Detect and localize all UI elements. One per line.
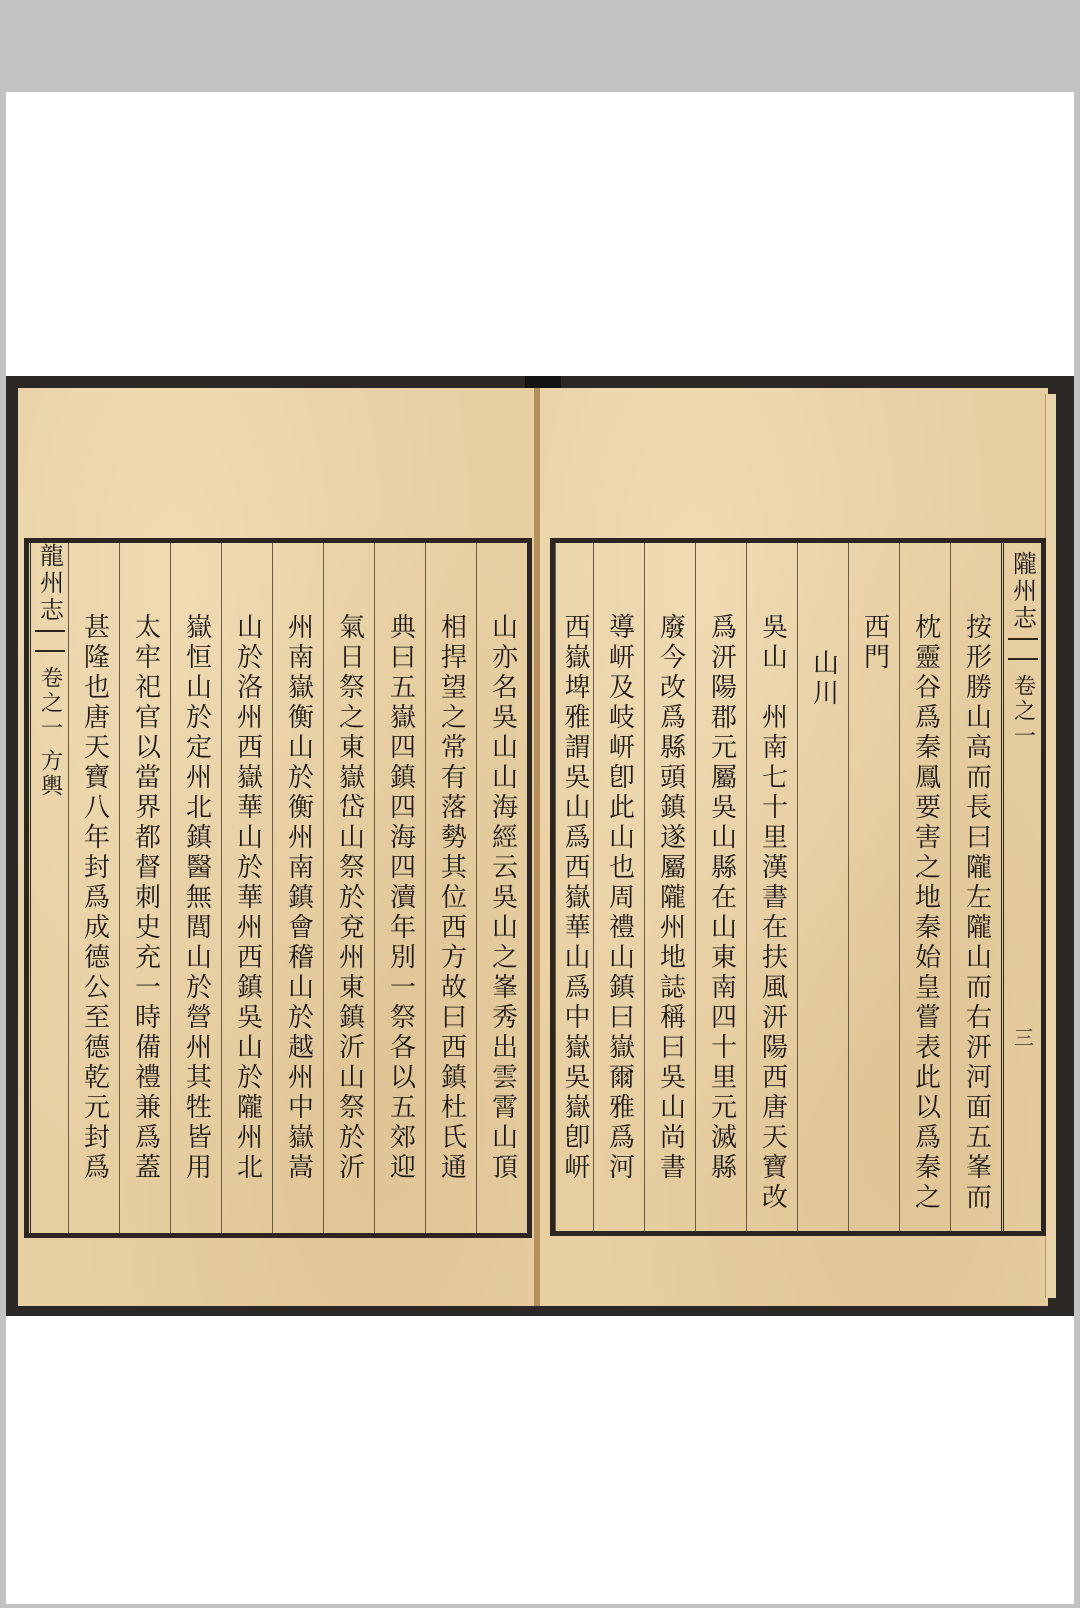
text-column: 相捍望之常有落勢其位西方故曰西鎮杜氏通 (436, 613, 467, 1183)
right-col-6 (695, 543, 746, 1231)
text-column: 甚隆也唐天寶八年封爲成德公至德乾元封爲 (79, 613, 110, 1183)
viewer-bottom-border (0, 1604, 1080, 1608)
right-col-3 (848, 543, 899, 1231)
right-col-5 (746, 543, 797, 1231)
right-col-7 (644, 543, 695, 1231)
left-col-4 (323, 543, 374, 1233)
fold-column-right (1001, 543, 1041, 1231)
right-col-1 (950, 543, 1001, 1231)
left-page-frame (24, 538, 532, 1238)
left-col-7 (170, 543, 221, 1233)
left-col-8 (119, 543, 170, 1233)
right-page (540, 388, 1048, 1306)
left-col-6 (221, 543, 272, 1233)
right-col-4 (797, 543, 848, 1231)
right-page-frame (550, 538, 1046, 1236)
left-col-2 (425, 543, 476, 1233)
page-number: 三 (1010, 1027, 1035, 1050)
binding-mark (525, 376, 561, 388)
text-column: 廢今改爲縣頭鎮遂屬隴州地誌稱曰吳山尚書 (655, 613, 686, 1183)
book-scan (6, 376, 1074, 1316)
fold-title: 龍州志 (35, 543, 64, 624)
fold-section: 方輿 (37, 749, 63, 799)
left-col-5 (272, 543, 323, 1233)
left-col-3 (374, 543, 425, 1233)
right-col-9 (555, 543, 593, 1231)
text-column: 吳山 州南七十里漢書在扶風汧陽西唐天寶改 (757, 613, 788, 1213)
page-stack-edge (1045, 394, 1056, 1298)
text-column: 太牢祀官以當界都督刺史充一時備禮兼爲蓋 (130, 613, 161, 1183)
fish-tail-mark (1008, 638, 1038, 660)
right-col-8 (593, 543, 644, 1231)
viewer-top-bar (0, 0, 1080, 92)
fold-column (28, 543, 68, 1233)
left-col-9 (68, 543, 119, 1233)
text-column: 導岍及岐岍卽此山也周禮山鎮曰嶽爾雅爲河 (604, 613, 635, 1183)
left-col-1 (476, 543, 527, 1233)
text-column: 山亦名吳山山海經云吳山之峯秀出雲霄山頂 (487, 613, 518, 1183)
section-heading: 山川 (808, 649, 839, 709)
text-column: 西嶽埤雅謂吳山爲西嶽華山爲中嶽吳嶽卽岍 (560, 613, 590, 1183)
document-canvas (6, 92, 1074, 1604)
text-column: 山於洛州西嶽華山於華州西鎮吳山於隴州北 (232, 613, 263, 1183)
volume-label: 卷之一 (1010, 674, 1036, 749)
fish-tail-mark (35, 630, 65, 652)
text-column: 氣日祭之東嶽岱山祭於兗州東鎮沂山祭於沂 (334, 613, 365, 1183)
book-title: 隴州志 (1008, 551, 1037, 632)
text-column: 按形勝山高而長曰隴左隴山而右汧河面五峯而 (961, 613, 992, 1213)
right-col-2 (899, 543, 950, 1231)
text-column: 州南嶽衡山於衡州南鎮會稽山於越州中嶽嵩 (283, 613, 314, 1183)
text-column: 典曰五嶽四鎮四海四瀆年別一祭各以五郊迎 (385, 613, 416, 1183)
text-column: 西門 (859, 613, 890, 673)
text-column: 嶽恒山於定州北鎮醫無閭山於營州其牲皆用 (181, 613, 212, 1183)
left-page (18, 388, 536, 1306)
fold-volume: 卷之一 (37, 666, 63, 741)
text-column: 枕靈谷爲秦鳳要害之地秦始皇嘗表此以爲秦之 (910, 613, 941, 1213)
text-column: 爲汧陽郡元屬吳山縣在山東南四十里元滅縣 (706, 613, 737, 1183)
